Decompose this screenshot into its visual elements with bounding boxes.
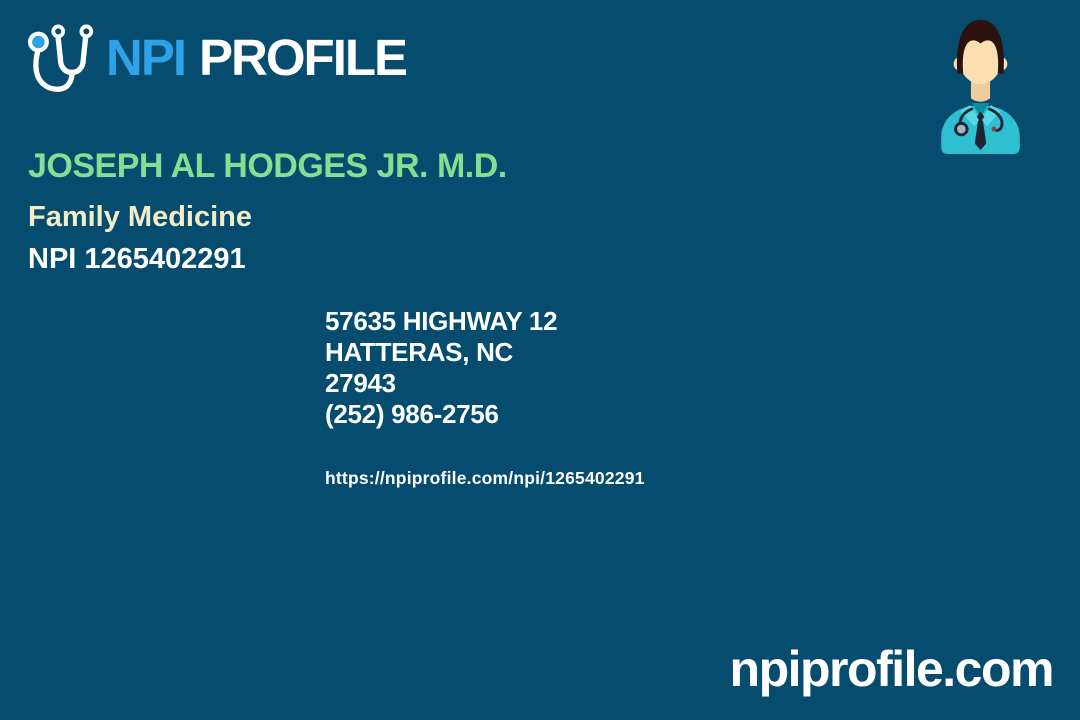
address-line-2: HATTERAS, NC	[325, 337, 514, 367]
logo-text-profile: PROFILE	[199, 29, 407, 86]
profile-url: https://npiprofile.com/npi/1265402291	[325, 468, 645, 488]
provider-npi-number: NPI 1265402291	[28, 243, 246, 275]
doctor-avatar	[929, 14, 1032, 154]
phone-number: (252) 986-2756	[325, 399, 499, 429]
site-name: npiprofile.com	[729, 641, 1053, 697]
npi-profile-logo	[24, 20, 406, 96]
address-line-3: 27943	[325, 368, 396, 398]
provider-specialty: Family Medicine	[28, 201, 253, 233]
stethoscope-icon	[24, 20, 100, 96]
contact-block	[325, 306, 557, 430]
logo-wordmark	[100, 20, 406, 96]
address-line-1: 57635 HIGHWAY 12	[325, 306, 558, 336]
provider-name: JOSEPH AL HODGES JR. M.D.	[28, 147, 507, 185]
logo-text-npi: NPI	[106, 29, 186, 86]
